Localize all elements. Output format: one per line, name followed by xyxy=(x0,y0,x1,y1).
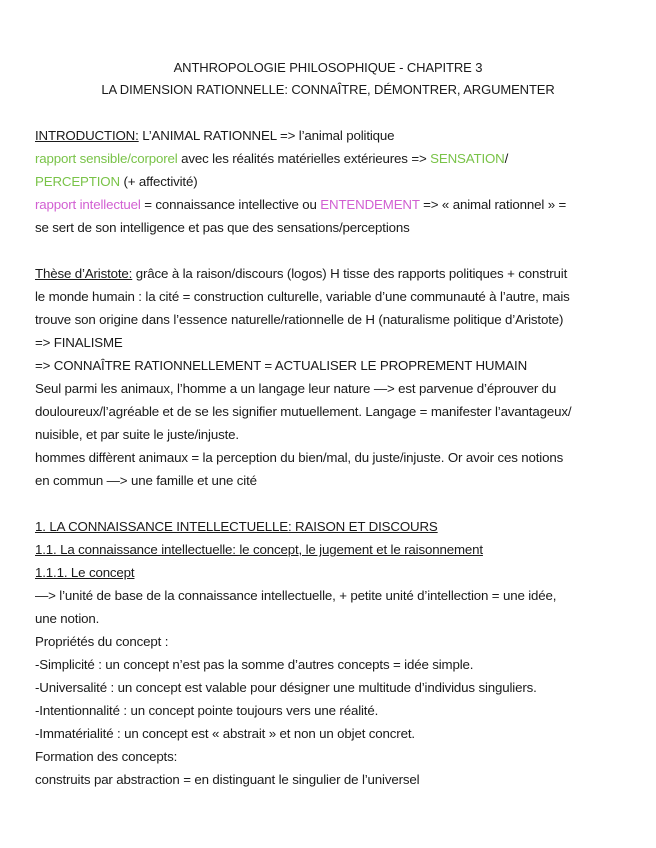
concept-line-4: -Simplicité : un concept n’est pas la somme d’autres concepts = idée simple. xyxy=(35,657,474,672)
these-line-4: => FINALISME xyxy=(35,335,123,350)
concept-line-9: construits par abstraction = en distinguant le singulier de l’universel xyxy=(35,772,420,787)
section-heading-1-1-1: 1.1.1. Le concept xyxy=(35,565,135,580)
section-heading-1: 1. LA CONNAISSANCE INTELLECTUELLE: RAISON ET DISCOURS xyxy=(35,519,438,534)
these-line-1: Thèse d’Aristote: grâce à la raison/discours (logos) H tisse des rapports politiques + construit xyxy=(35,266,568,281)
these-line-8: nuisible, et par suite le juste/injuste. xyxy=(35,427,239,442)
concept-line-7: -Immatérialité : un concept est « abstrait » et non un objet concret. xyxy=(35,726,415,741)
concept-line-1: —> l’unité de base de la connaissance intellectuelle, + petite unité d’intellection = une idée, xyxy=(35,588,557,603)
intro-line-5: se sert de son intelligence et pas que des sensations/perceptions xyxy=(35,220,410,235)
these-line-7: douloureux/l’agréable et de se les signifier mutuellement. Langage = manifester l’avantageux/ xyxy=(35,404,572,419)
intro-line-4: rapport intellectuel = connaissance intellective ou ENTENDEMENT => « animal rationnel » = xyxy=(35,197,567,212)
these-line-2: le monde humain : la cité = construction culturelle, variable d’une communauté à l’autre, mais xyxy=(35,289,570,304)
concept-line-3: Propriétés du concept : xyxy=(35,634,169,649)
concept-line-6: -Intentionnalité : un concept pointe toujours vers une réalité. xyxy=(35,703,379,718)
these-line-9: hommes diffèrent animaux = la perception du bien/mal, du juste/injuste. Or avoir ces notions xyxy=(35,450,564,465)
intro-heading: INTRODUCTION: xyxy=(35,128,139,143)
intro-line-2: rapport sensible/corporel avec les réalités matérielles extérieures => SENSATION/ xyxy=(35,151,509,166)
highlight-intellectuel: rapport intellectuel xyxy=(35,197,141,212)
these-line-5: => CONNAÎTRE RATIONNELLEMENT = ACTUALISER LE PROPREMENT HUMAIN xyxy=(35,358,528,373)
these-line-10: en commun —> une famille et une cité xyxy=(35,473,257,488)
intro-line-3: PERCEPTION (+ affectivité) xyxy=(35,174,198,189)
section-heading-1-1: 1.1. La connaissance intellectuelle: le concept, le jugement et le raisonnement xyxy=(35,542,483,557)
concept-line-5: -Universalité : un concept est valable pour désigner une multitude d’individus singuliers. xyxy=(35,680,537,695)
document-subtitle: LA DIMENSION RATIONNELLE: CONNAÎTRE, DÉMONTRER, ARGUMENTER xyxy=(101,82,555,97)
highlight-perception: PERCEPTION xyxy=(35,174,120,189)
intro-line-1: INTRODUCTION: L’ANIMAL RATIONNEL => l’animal politique xyxy=(35,128,395,143)
these-line-6: Seul parmi les animaux, l’homme a un langage leur nature —> est parvenue d’éprouver du xyxy=(35,381,557,396)
these-heading: Thèse d’Aristote: xyxy=(35,266,133,281)
concept-line-8: Formation des concepts: xyxy=(35,749,178,764)
document-title: ANTHROPOLOGIE PHILOSOPHIQUE - CHAPITRE 3 xyxy=(173,60,483,75)
these-line-3: trouve son origine dans l’essence naturelle/rationnelle de H (naturalisme politique d’Aristote) xyxy=(35,312,564,327)
highlight-sensible: rapport sensible/corporel xyxy=(35,151,178,166)
concept-line-2: une notion. xyxy=(35,611,100,626)
highlight-entendement: ENTENDEMENT xyxy=(320,197,420,212)
highlight-sensation: SENSATION xyxy=(430,151,505,166)
